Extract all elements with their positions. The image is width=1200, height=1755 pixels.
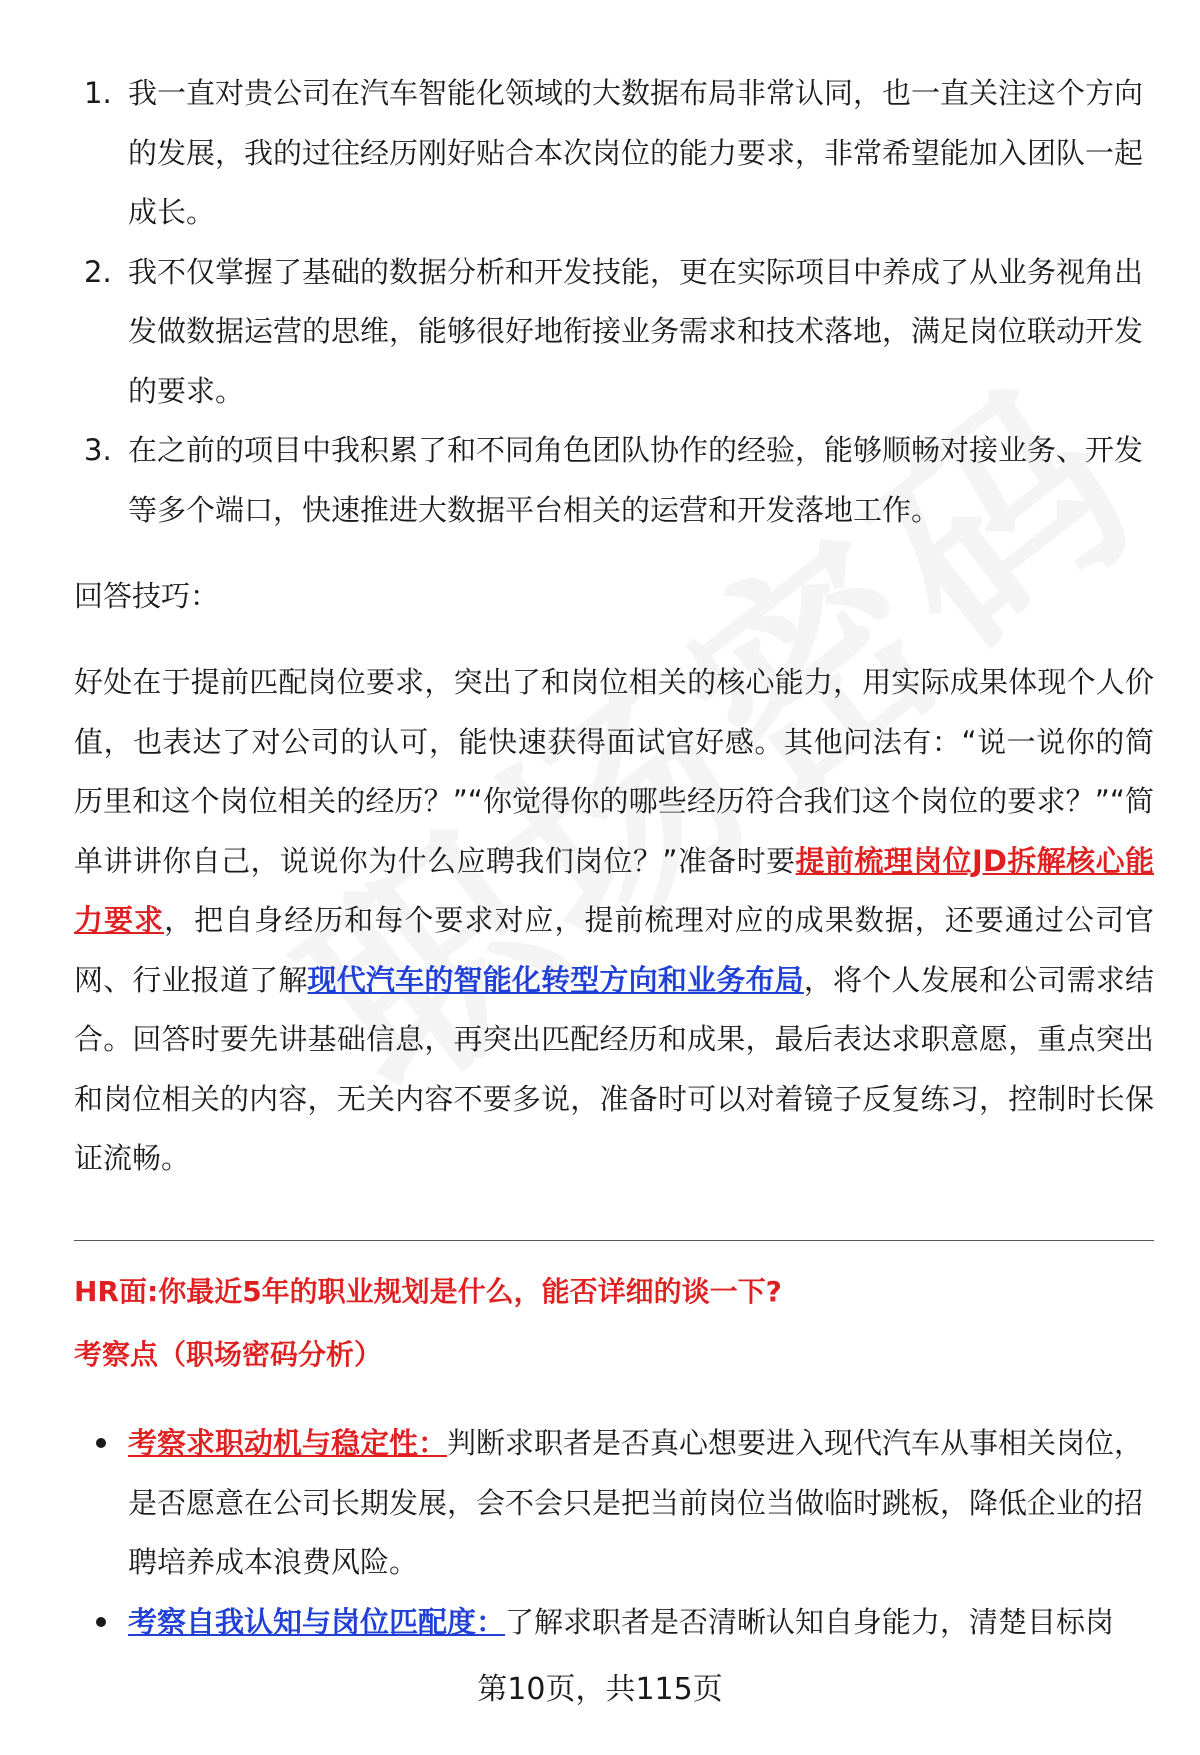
bullet-dot-icon [96,1617,106,1627]
list-item [74,243,1154,422]
bullet-label: 考察求职动机与稳定性： [128,1426,448,1460]
highlight-red: 提前梳理岗位JD拆解核心能力要求 [74,843,1154,937]
bullet-item [74,1414,1154,1593]
tips-text-1: 好处在于提前匹配岗位要求，突出了和岗位相关的核心能力，用实际成果体现个人价值，也表达了对公司的认可，能快速获得面试官好感。其他问法有：“说一说你的简历里和这个岗位相关的经历？”“你觉得你的哪些经历符合我们这个岗位的要求？”“简单讲讲你自己，说说你为什么应聘我们岗位？”准备时要 [74,665,1154,878]
question-title: HR面:你最近5年的职业规划是什么，能否详细的谈一下? [74,1275,782,1308]
bullet-text: 判断求职者是否真心想要进入现代汽车从事相关岗位，是否愿意在公司长期发展，会不会只是把当前岗位当做临时跳板，降低企业的招聘培养成本浪费风险。 [128,1426,1144,1579]
list-item [74,64,1154,243]
list-number: 1. [84,76,112,110]
divider [74,1240,1154,1241]
list-text: 在之前的项目中我积累了和不同角色团队协作的经验，能够顺畅对接业务、开发等多个端口，快速推进大数据平台相关的运营和开发落地工作。 [128,433,1144,527]
bullet-label: 考察自我认知与岗位匹配度： [128,1604,506,1639]
tips-label: 回答技巧： [74,579,220,613]
bullet-list [74,1414,1154,1652]
tips-text-3: ，将个人发展和公司需求结合。回答时要先讲基础信息，再突出匹配经历和成果，最后表达求职意愿，重点突出和岗位相关的内容，无关内容不要多说，准备时可以对着镜子反复练习，控制时长保证流畅。 [74,962,1154,1175]
list-text: 我不仅掌握了基础的数据分析和开发技能，更在实际项目中养成了从业务视角出发做数据运营的思维，能够很好地衔接业务需求和技术落地，满足岗位联动开发的要求。 [128,254,1144,408]
tips-paragraph [74,653,1154,1189]
bullet-text: 了解求职者是否清晰认知自身能力，清楚目标岗 [505,1604,1115,1639]
list-number: 3. [84,433,112,467]
list-text: 我一直对贵公司在汽车智能化领域的大数据布局非常认同，也一直关注这个方向的发展，我的过往经历刚好贴合本次岗位的能力要求，非常希望能加入团队一起成长。 [128,76,1144,229]
list-item [74,421,1154,540]
numbered-list [74,64,1154,540]
tips-text-2: ，把自身经历和每个要求对应，提前梳理对应的成果数据，还要通过公司官网、行业报道了解 [74,903,1154,997]
bullet-dot-icon [96,1438,106,1448]
page-footer: 第10页，共115页 [477,1672,723,1707]
bullet-item [74,1593,1154,1653]
list-number: 2. [84,254,112,289]
question-subtitle: 考察点（职场密码分析） [74,1338,383,1371]
highlight-blue: 现代汽车的智能化转型方向和业务布局 [307,962,804,997]
